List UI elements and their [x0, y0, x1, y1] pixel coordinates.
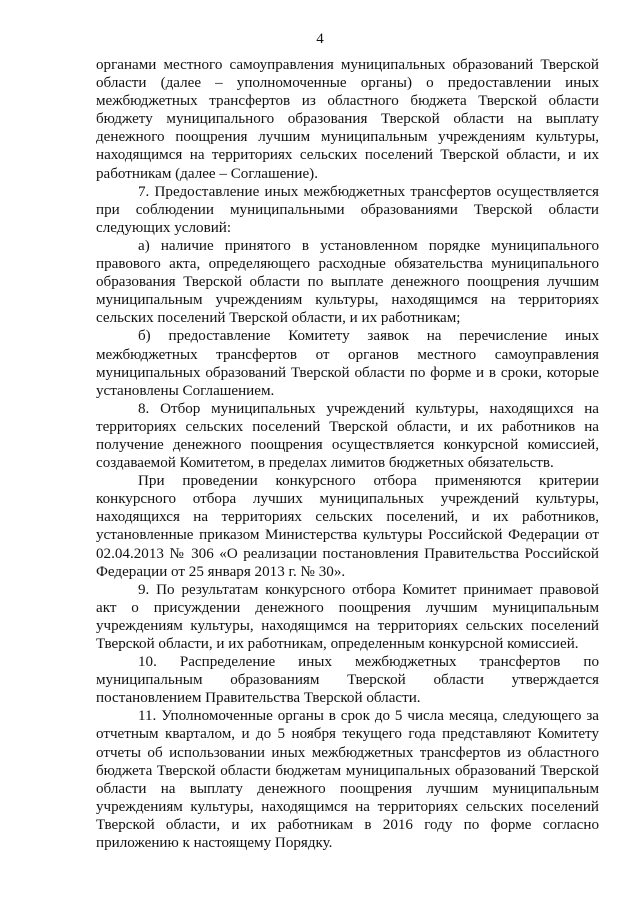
paragraph-7: 7. Предоставление иных межбюджетных трансфертов осуществляется при соблюдении муниципальными образованиями Тверской области следующих условий: [96, 183, 599, 236]
paragraph-11: 11. Уполномоченные органы в срок до 5 числа месяца, следующего за отчетным кварталом, и до 5 ноября текущего года представляют Комитету отчеты об использовании иных межбюджетных трансфертов из областного бюджета Тверской области бюджетам муниципальных образований Тверской области на выплату денежного поощрения лучшим муниципальным учреждениям культуры, находящимся на территориях сельских поселений Тверской области, и их работникам в 2016 году по форме согласно приложению к настоящему Порядку. [96, 708, 599, 852]
paragraph-8: 8. Отбор муниципальных учреждений культуры, находящихся на территориях сельских поселений Тверской области, и их работников на получение денежного поощрения осуществляется конкурсной комиссией, создаваемой Комитетом, в пределах лимитов бюджетных обязательств. [96, 400, 599, 472]
paragraph-soglashenie-continuation: органами местного самоуправления муниципальных образований Тверской области (далее – уполномоченные органы) о предоставлении иных межбюджетных трансфертов из областного бюджета Тверской области бюджету муниципального образования Тверской области на выплату денежного поощрения лучшим муниципальным учреждениям культуры, находящимся на территориях сельских поселений Тверской области, и их работникам (далее – Соглашение). [96, 57, 599, 182]
paragraph-7b: б) предоставление Комитету заявок на перечисление иных межбюджетных трансфертов от органов местного самоуправления муниципальных образований Тверской области по форме и в сроки, которые установлены Соглашением. [96, 328, 599, 399]
paragraph-10: 10. Распределение иных межбюджетных трансфертов по муниципальным образованиям Тверской области утверждается постановлением Правительства Тверской области. [96, 654, 599, 707]
paragraph-9: 9. По результатам конкурсного отбора Комитет принимает правовой акт о присуждении денежного поощрения лучшим муниципальным учреждениям культуры, находящимся на территориях сельских поселений Тверской области, и их работникам, определенным конкурсной комиссией. [96, 581, 599, 652]
paragraph-7a: а) наличие принятого в установленном порядке муниципального правового акта, определяющего расходные обязательства муниципального образования Тверской области по выплате денежного поощрения лучшим муниципальным учреждениям культуры, находящимся на территориях сельских поселений Тверской области, и их работникам; [96, 237, 599, 327]
page-number: 4 [316, 31, 324, 47]
document-body [96, 56, 599, 852]
paragraph-8-criteria: При проведении конкурсного отбора применяются критерии конкурсного отбора лучших муниципальных учреждений культуры, находящихся на территориях сельских поселений, и их работников, установленные приказом Министерства культуры Российской Федерации от 02.04.2013 № 306 «О реализации постановления Правительства Российской Федерации от 25 января 2013 г. № 30». [96, 473, 599, 580]
